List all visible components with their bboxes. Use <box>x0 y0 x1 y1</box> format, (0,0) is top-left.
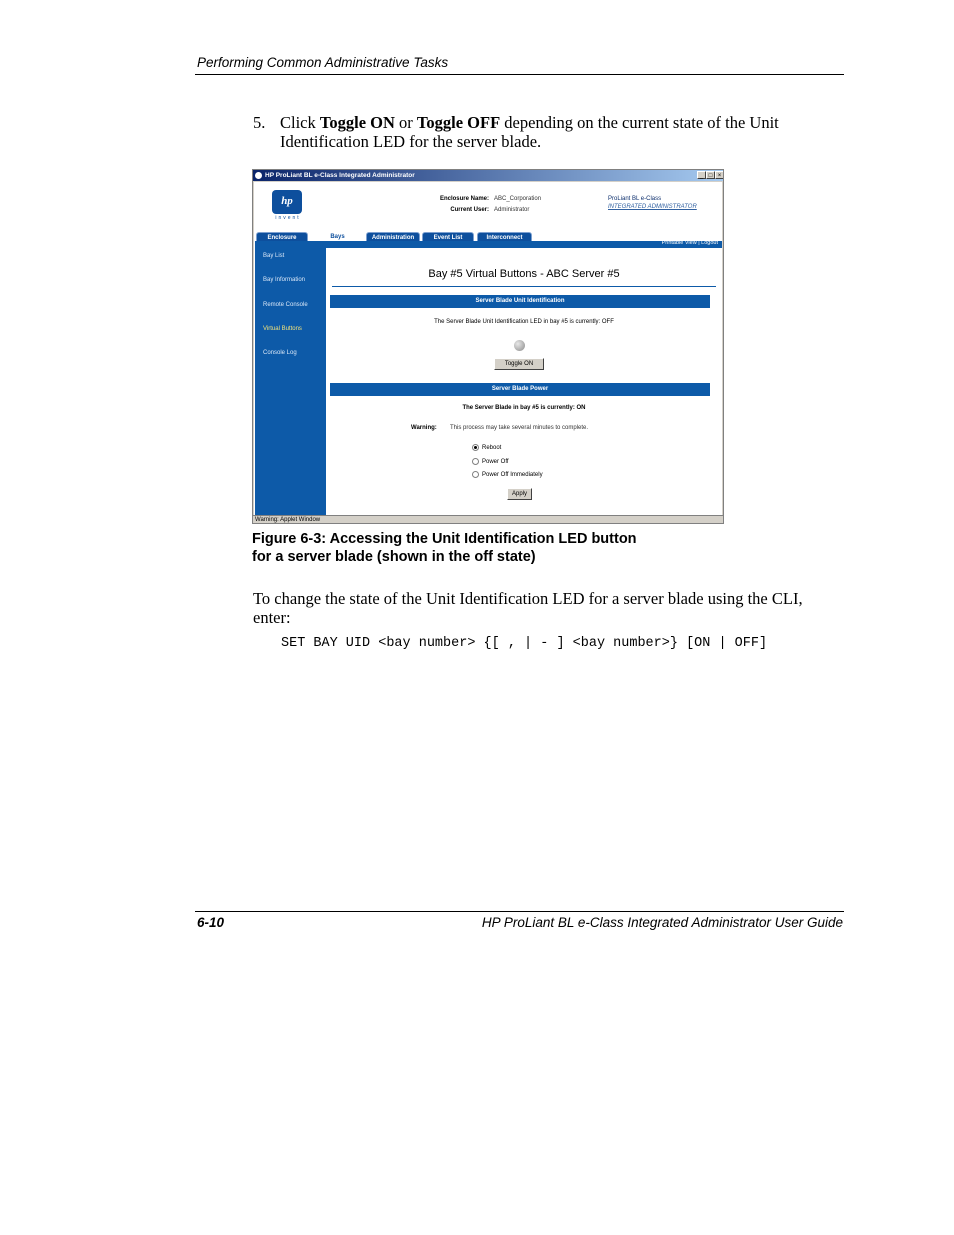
hp-tagline: invent <box>275 215 301 221</box>
window-title: HP ProLiant BL e-Class Integrated Administrator <box>265 172 415 179</box>
current-user-value: Administrator <box>494 207 530 213</box>
product-name: ProLiant BL e-Class <box>608 196 662 202</box>
body-paragraph: To change the state of the Unit Identification LED for a server blade using the CLI, enter: <box>253 589 803 627</box>
printable-view-logout-links[interactable]: Printable View | Logout <box>661 240 718 246</box>
tab-bays[interactable]: Bays <box>311 232 364 242</box>
uid-led-indicator <box>514 340 525 351</box>
caption-line-2: for a server blade (shown in the off state) <box>252 549 536 565</box>
step-text <box>280 113 828 151</box>
header-rule <box>195 74 844 75</box>
tab-administration[interactable]: Administration <box>366 232 420 242</box>
warning-text: This process may take several minutes to complete. <box>450 425 589 431</box>
nav-bay-list[interactable]: Bay List <box>263 253 285 259</box>
page-title: Bay #5 Virtual Buttons - ABC Server #5 <box>428 268 620 280</box>
current-user-label: Current User: <box>450 207 489 213</box>
nav-bay-information[interactable]: Bay Information <box>263 277 306 283</box>
enclosure-name-label: Enclosure Name: <box>439 196 489 202</box>
enclosure-name-value: ABC_Corporation <box>494 196 542 202</box>
tab-enclosure[interactable]: Enclosure <box>256 232 308 242</box>
step-text-part: Click <box>280 113 320 132</box>
power-section-header: Server Blade Power <box>330 383 710 396</box>
radio-reboot[interactable] <box>472 444 501 451</box>
web-page <box>254 182 722 515</box>
page-number: 6-10 <box>197 915 225 930</box>
step-text-part: or <box>394 113 417 132</box>
radio-button[interactable] <box>472 471 479 478</box>
radio-power-off-immediately[interactable] <box>472 471 543 478</box>
app-icon <box>255 172 262 179</box>
step-text-part: depending on the current state of the Unit Identification LED for the server blade. <box>280 113 779 151</box>
minimize-button[interactable]: _ <box>697 171 706 179</box>
figure-caption <box>252 530 712 566</box>
step-term-toggle-off: Toggle OFF <box>416 113 501 132</box>
radio-button[interactable] <box>472 458 479 465</box>
caption-line-1: Figure 6-3: Accessing the Unit Identification LED button <box>252 531 637 547</box>
radio-label: Power Off Immediately <box>482 472 543 479</box>
warning-label: Warning: <box>411 425 437 431</box>
nav-console-log[interactable]: Console Log <box>263 350 297 356</box>
radio-label: Power Off <box>482 459 509 466</box>
running-header: Performing Common Administrative Tasks <box>197 55 449 70</box>
radio-power-off[interactable] <box>472 458 509 465</box>
hp-logo <box>272 190 302 214</box>
hp-logo-text: hp <box>281 195 293 207</box>
uid-status-text: The Server Blade Unit Identification LED in bay #5 is currently: OFF <box>434 319 614 325</box>
radio-button[interactable] <box>472 444 479 451</box>
admin-screenshot <box>252 169 724 524</box>
close-button[interactable]: × <box>715 171 724 179</box>
maximize-button[interactable]: □ <box>706 171 715 179</box>
nav-remote-console[interactable]: Remote Console <box>263 302 308 308</box>
uid-section-header: Server Blade Unit Identification <box>330 295 710 308</box>
toggle-on-button[interactable]: Toggle ON <box>494 358 544 370</box>
left-nav <box>255 241 326 515</box>
tab-event-list[interactable]: Event List <box>422 232 474 242</box>
tab-interconnect[interactable]: Interconnect <box>477 232 532 242</box>
apply-button[interactable]: Apply <box>507 488 532 500</box>
step-number: 5. <box>253 113 266 132</box>
nav-virtual-buttons[interactable]: Virtual Buttons <box>263 326 302 332</box>
radio-label: Reboot <box>482 445 502 452</box>
status-bar-text: Warning: Applet Window <box>255 517 321 523</box>
status-bar <box>253 515 723 524</box>
guide-title: HP ProLiant BL e-Class Integrated Administrator User Guide <box>481 915 843 930</box>
step-term-toggle-on: Toggle ON <box>319 113 395 132</box>
footer-rule <box>195 911 844 912</box>
cli-command: SET BAY UID <bay number> {[ , | - ] <bay number>} [ON | OFF] <box>281 636 768 651</box>
title-rule <box>332 286 716 287</box>
product-subtitle: INTEGRATED ADMINISTRATOR <box>608 204 697 210</box>
power-status-text: The Server Blade in bay #5 is currently: ON <box>462 405 586 411</box>
window-titlebar <box>253 170 723 181</box>
